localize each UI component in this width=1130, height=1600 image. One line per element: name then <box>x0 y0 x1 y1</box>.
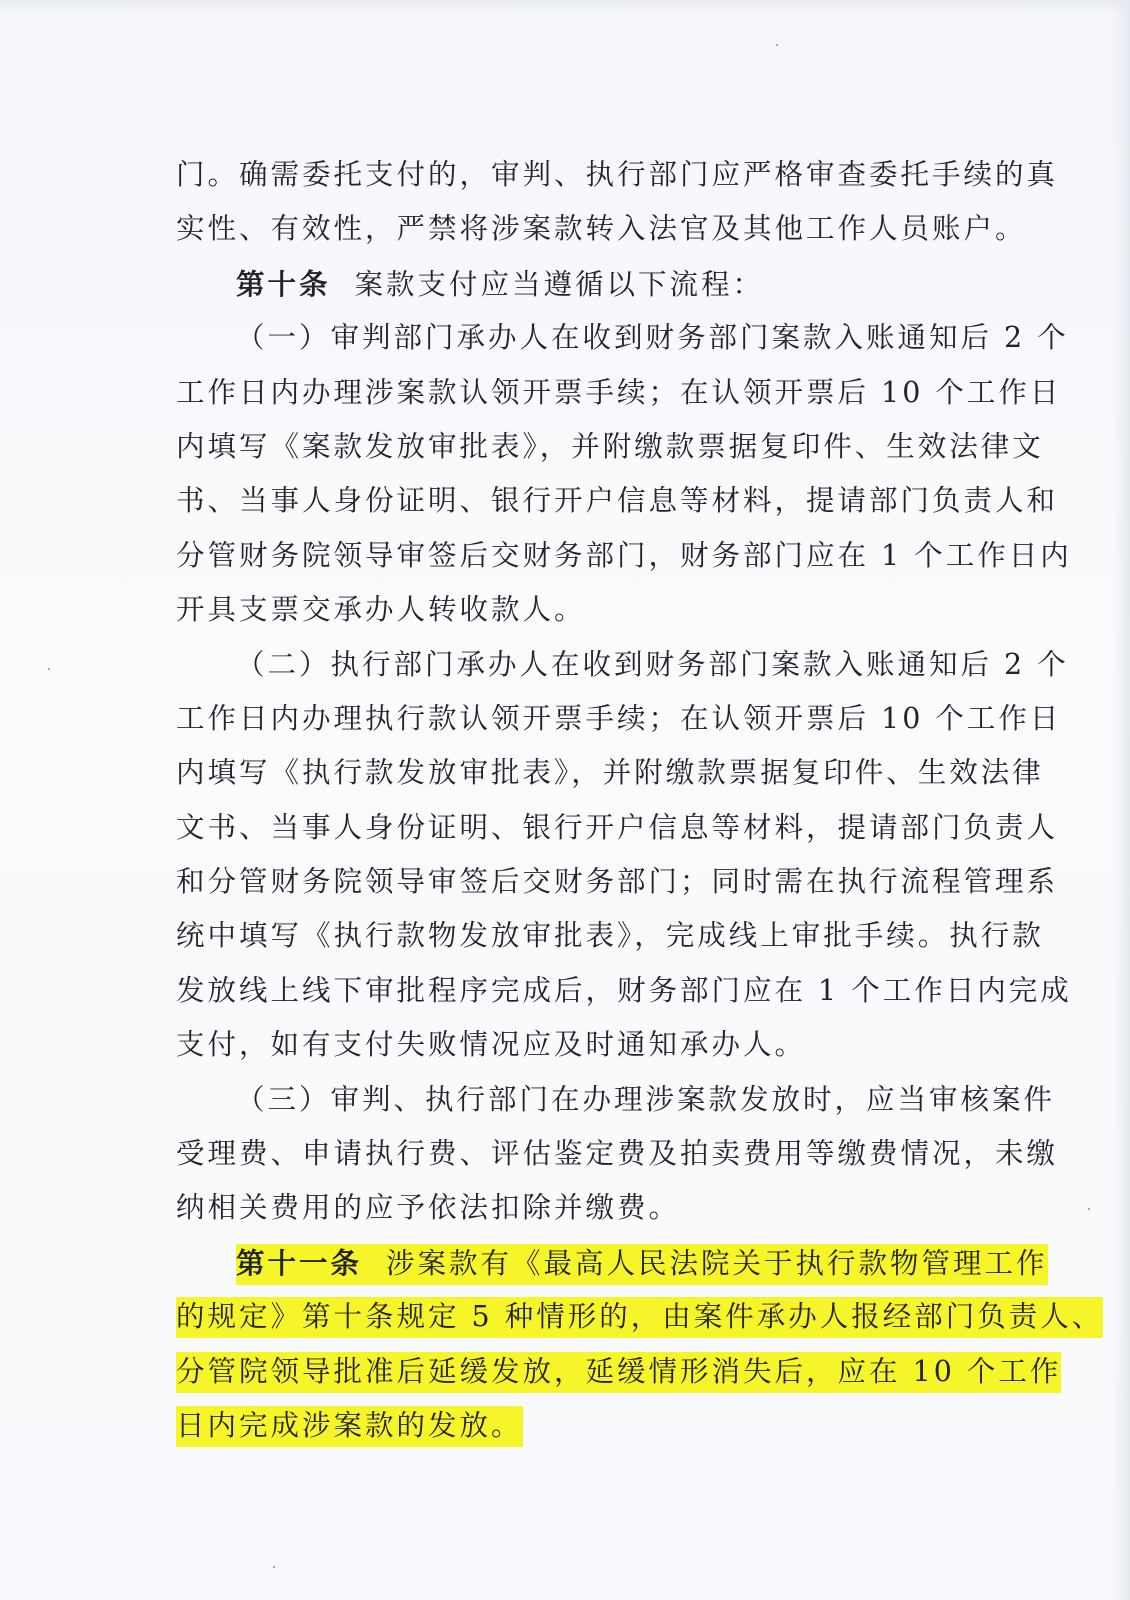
scan-speck <box>273 1566 275 1568</box>
text-line: 受理费、申请执行费、评估鉴定费及拍卖费用等缴费情况，未缴 <box>176 1137 1059 1171</box>
scan-speck <box>1088 1208 1090 1210</box>
scan-shadow-right <box>1112 0 1130 1600</box>
text-line: 内填写《案款发放审批表》，并附缴款票据复印件、生效法律文 <box>176 429 1044 463</box>
text-line: （二）执行部门承办人在收到财务部门案款入账通知后 2 个 <box>236 647 1069 681</box>
text-line: 书、当事人身份证明、银行开户信息等材料，提请部门负责人和 <box>176 484 1059 518</box>
article-label: 第十一条 <box>236 1245 363 1280</box>
article-text: 涉案款有《最高人民法院关于执行款物管理工作 <box>386 1246 1048 1280</box>
text-line: （一）审判部门承办人在收到财务部门案款入账通知后 2 个 <box>236 321 1069 355</box>
text-line: 门。确需委托支付的，审判、执行部门应严格审查委托手续的真 <box>176 158 1059 191</box>
text-line: 分管财务院领导审签后交财务部门，财务部门应在 1 个工作日内 <box>176 538 1072 572</box>
text-line: 实性、有效性，严禁将涉案款转入法官及其他工作人员账户。 <box>176 212 1027 246</box>
text-line-highlighted <box>176 1399 1006 1453</box>
article-11-heading <box>176 1236 1048 1290</box>
text-line-highlighted <box>176 1345 1062 1399</box>
text-line: 支付，如有支付失败情况应及时通知承办人。 <box>176 1028 807 1062</box>
text-line: 工作日内办理涉案款认领开票手续；在认领开票后 10 个工作日 <box>176 375 1062 409</box>
text-line: 统中填写《执行款物发放审批表》，完成线上审批手续。执行款 <box>176 919 1044 953</box>
text-line: 工作日内办理执行款认领开票手续；在认领开票后 10 个工作日 <box>176 701 1062 735</box>
highlighted-text <box>236 1244 1048 1285</box>
text-line: 内填写《执行款发放审批表》，并附缴款票据复印件、生效法律 <box>176 756 1044 790</box>
text-line: 发放线上线下审批程序完成后，财务部门应在 1 个工作日内完成 <box>176 973 1072 1007</box>
document-body <box>176 148 1104 1453</box>
text-line: 文书、当事人身份证明、银行开户信息等材料，提请部门负责人 <box>176 810 1059 844</box>
text-line: （三）审判、执行部门在办理涉案款发放时，应当审核案件 <box>236 1082 1056 1116</box>
text-line: 纳相关费用的应予依法扣除并缴费。 <box>176 1191 681 1225</box>
article-text: 案款支付应当遵循以下流程： <box>354 267 765 301</box>
article-label: 第十条 <box>236 266 331 301</box>
text-line-highlighted <box>176 1290 1104 1344</box>
scan-speck <box>48 668 50 670</box>
text-line: 开具支票交承办人转收款人。 <box>176 593 586 627</box>
scan-speck <box>776 44 778 46</box>
scan-shadow-top <box>0 0 1130 14</box>
highlighted-text: 日内完成涉案款的发放。 <box>176 1406 523 1447</box>
highlighted-text: 的规定》第十条规定 5 种情形的，由案件承办人报经部门负责人、 <box>176 1297 1103 1338</box>
highlighted-text: 分管院领导批准后延缓发放，延缓情形消失后，应在 10 个工作 <box>176 1352 1061 1393</box>
text-line: 和分管财务院领导审签后交财务部门；同时需在执行流程管理系 <box>176 865 1059 899</box>
article-10-heading <box>176 257 1006 311</box>
